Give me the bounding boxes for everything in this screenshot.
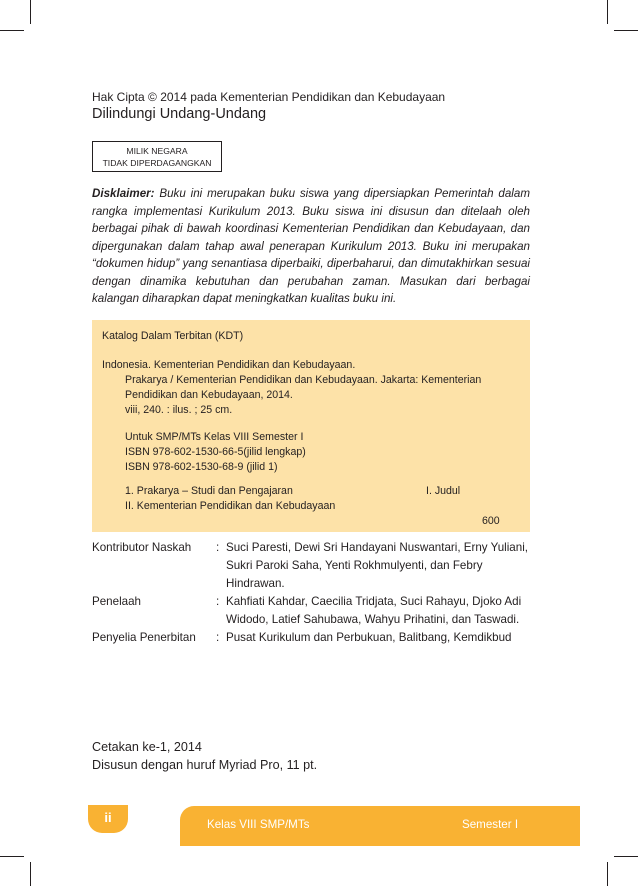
catalog-publication: Prakarya / Kementerian Pendidikan dan Kebudayaan. Jakarta: Kementerian	[125, 374, 482, 386]
disclaimer-text: berbagai pihak di bawah koordinasi Kementerian Pendidikan dan Kebudayaan, dan	[92, 222, 530, 235]
catalog-author: Indonesia. Kementerian Pendidikan dan Kebudayaan.	[102, 359, 356, 371]
credit-line: Kahfiati Kahdar, Caecilia Tridjata, Suci Rahayu, Djoko Adi	[226, 595, 522, 608]
credit-colon: :	[216, 541, 220, 554]
catalog-isbn: ISBN 978-602-1530-66-5(jilid lengkap)	[125, 446, 306, 458]
disclaimer-text: kalangan diharapkan dapat meningkatkan kualitas buku ini.	[92, 292, 397, 305]
credit-line: Suci Paresti, Dewi Sri Handayani Nuswantari, Erny Yuliani,	[226, 541, 529, 554]
protected-notice: Dilindungi Undang-Undang	[92, 106, 267, 122]
catalog-publication: Pendidikan dan Kebudayaan, 2014.	[125, 389, 293, 401]
footer-class-label: Kelas VIII SMP/MTs	[207, 818, 310, 831]
credit-label: Penyelia Penerbitan	[92, 631, 196, 644]
catalog-extent: viii, 240. : ilus. ; 25 cm.	[125, 404, 233, 416]
disclaimer-text: dipergunakan dalam tahap awal penerapan Kurikulum 2013. Buku ini merupakan	[92, 239, 530, 253]
credit-row	[92, 629, 538, 647]
credit-row	[92, 593, 538, 629]
disclaimer-text: sesuai dengan dinamika kebutuhan dan perubahan zaman. Masukan dari berbagai	[92, 257, 530, 288]
footer-semester-label: Semester I	[462, 818, 519, 831]
credit-label: Kontributor Naskah	[92, 541, 192, 554]
catalog-subject: 1. Prakarya – Studi dan Pengajaran	[125, 485, 293, 497]
catalog-isbn: ISBN 978-602-1530-68-9 (jilid 1)	[125, 461, 278, 473]
credit-colon: :	[216, 631, 220, 644]
catalog-title: Katalog Dalam Terbitan (KDT)	[102, 330, 244, 342]
credit-line: Sukri Paroki Saha, Yenti Rokhmulyenti, dan Febry	[226, 559, 483, 572]
crop-mark	[0, 30, 24, 31]
catalog-class-number: 600	[482, 515, 500, 527]
disclaimer-paragraph	[92, 185, 530, 308]
credit-line: Widodo, Latief Sahubawa, Wahyu Prihatini, dan Taswadi.	[226, 613, 520, 626]
catalog-box	[92, 320, 530, 532]
catalog-subject-title: I. Judul	[426, 485, 461, 497]
crop-mark	[30, 0, 31, 24]
crop-mark	[30, 862, 31, 886]
disclaimer-text: rangka implementasi Kurikulum 2013. Buku siswa ini disusun dan ditelaah oleh	[92, 204, 530, 218]
stamp-line: MILIK NEGARA	[126, 146, 188, 156]
crop-mark	[607, 862, 608, 886]
crop-mark	[614, 856, 638, 857]
printing-info	[92, 738, 317, 774]
edition-line: Cetakan ke-1, 2014	[92, 740, 202, 754]
disclaimer-text: “dokumen hidup” yang senantiasa diperbaiki, diperbaharui, dan dimutakhirkan	[92, 257, 494, 270]
page-number-badge: ii	[88, 805, 128, 833]
credit-value	[226, 593, 538, 629]
copyright-notice: Hak Cipta © 2014 pada Kementerian Pendidikan dan Kebudayaan	[92, 90, 446, 104]
stamp-line: TIDAK DIPERDAGANGKAN	[102, 158, 212, 168]
credit-row	[92, 539, 538, 593]
disclaimer-label: Disklaimer:	[92, 187, 155, 200]
catalog-subject: II. Kementerian Pendidikan dan Kebudayaan	[125, 500, 336, 512]
credit-value	[226, 629, 538, 647]
disclaimer-text: Buku ini merupakan buku siswa yang dipersiapkan Pemerintah dalam	[159, 187, 530, 200]
credit-line: Pusat Kurikulum dan Perbukuan, Balitbang, Kemdikbud	[226, 631, 512, 644]
crop-mark	[0, 856, 24, 857]
credit-colon: :	[216, 595, 220, 608]
crop-mark	[607, 0, 608, 24]
credit-value	[226, 539, 538, 593]
credits-list	[92, 539, 538, 647]
ownership-stamp	[92, 141, 222, 172]
crop-mark	[614, 30, 638, 31]
credit-label: Penelaah	[92, 595, 141, 608]
catalog-audience: Untuk SMP/MTs Kelas VIII Semester I	[125, 431, 304, 443]
credit-line: Hindrawan.	[226, 577, 285, 590]
typeface-line: Disusun dengan huruf Myriad Pro, 11 pt.	[92, 758, 318, 772]
